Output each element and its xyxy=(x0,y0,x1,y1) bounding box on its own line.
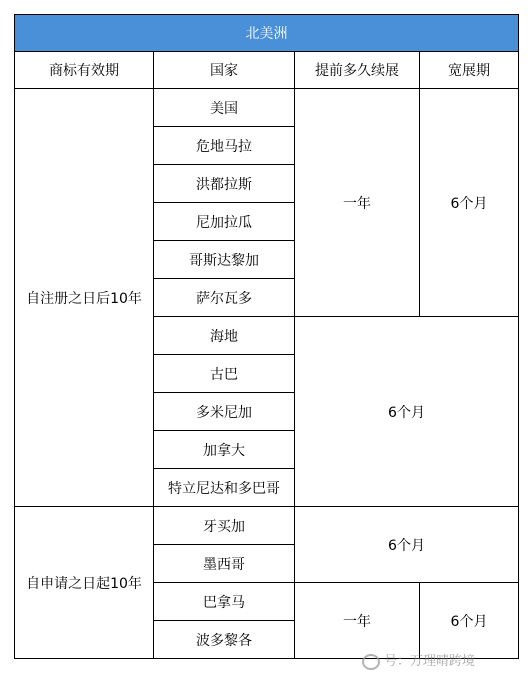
merged-term-cell: 6个月 xyxy=(295,317,519,507)
country-cell: 古巴 xyxy=(154,355,295,393)
country-cell: 多米尼加 xyxy=(154,393,295,431)
validity-cell: 自申请之日起10年 xyxy=(15,507,154,659)
country-cell: 特立尼达和多巴哥 xyxy=(154,469,295,507)
country-cell: 危地马拉 xyxy=(154,127,295,165)
country-cell: 洪都拉斯 xyxy=(154,165,295,203)
advance-cell: 一年 xyxy=(295,583,420,659)
country-cell: 牙买加 xyxy=(154,507,295,545)
watermark-text: 号：万理晴跨境 xyxy=(384,654,476,669)
country-cell: 哥斯达黎加 xyxy=(154,241,295,279)
header-country: 国家 xyxy=(154,52,295,89)
advance-cell: 一年 xyxy=(295,89,420,317)
watermark xyxy=(362,650,475,670)
country-cell: 墨西哥 xyxy=(154,545,295,583)
wechat-icon xyxy=(362,654,380,670)
header-validity: 商标有效期 xyxy=(15,52,154,89)
grace-cell: 6个月 xyxy=(420,89,519,317)
header-grace-period: 宽展期 xyxy=(420,52,519,89)
grace-cell: 6个月 xyxy=(420,583,519,659)
country-cell: 萨尔瓦多 xyxy=(154,279,295,317)
merged-term-cell: 6个月 xyxy=(295,507,519,583)
country-cell: 尼加拉瓜 xyxy=(154,203,295,241)
country-cell: 海地 xyxy=(154,317,295,355)
country-cell: 美国 xyxy=(154,89,295,127)
country-cell: 波多黎各 xyxy=(154,621,295,659)
trademark-renewal-table xyxy=(14,14,519,659)
table-title: 北美洲 xyxy=(15,15,519,52)
header-advance-renewal: 提前多久续展 xyxy=(295,52,420,89)
country-cell: 巴拿马 xyxy=(154,583,295,621)
country-cell: 加拿大 xyxy=(154,431,295,469)
validity-cell: 自注册之日后10年 xyxy=(15,89,154,507)
